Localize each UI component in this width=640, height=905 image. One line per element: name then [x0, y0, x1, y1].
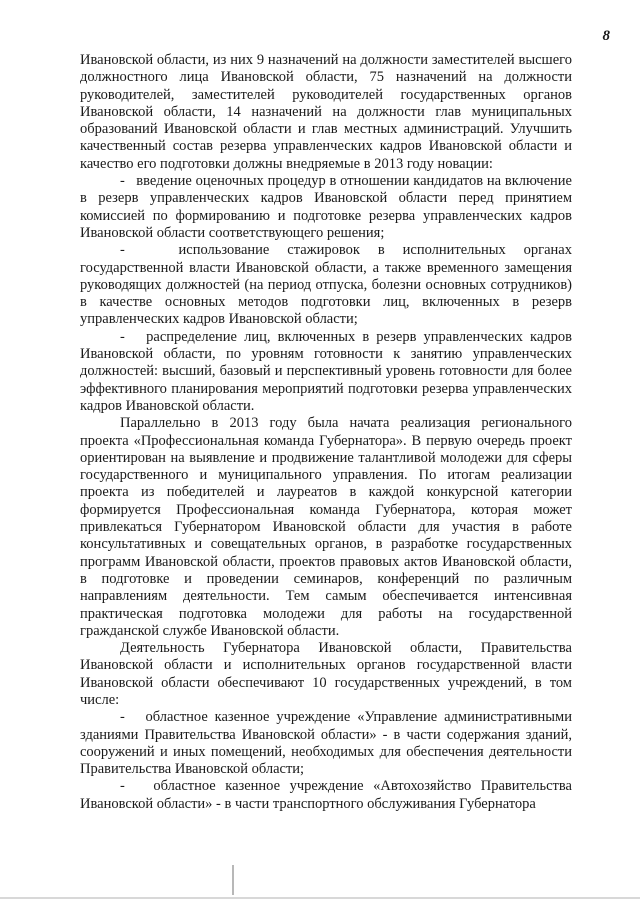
page-bottom-edge [0, 897, 640, 899]
list-item-assessment: - введение оценочных процедур в отношении кандидатов на включение в резерв управленческих кадров Ивановской области перед принятием комиссией по формированию и подготовке резерва управленческих кадров Ивановской области соответствующего решения; [80, 173, 572, 241]
list-item-motor-pool: - областное казенное учреждение «Автохозяйство Правительства Ивановской области» - в части транспортного обслуживания Губернатора [80, 778, 572, 812]
document-body [80, 52, 572, 813]
list-item-readiness-levels: - распределение лиц, включенных в резерв управленческих кадров Ивановской области, по уровням готовности к занятию управленческих должностей: высший, базовый и перспективный уровень готовности для более эффективного планирования мероприятий подготовки резерва управленческих кадров Ивановской области. [80, 328, 572, 414]
paragraph-state-institutions: Деятельность Губернатора Ивановской области, Правительства Ивановской области и исполнительных органов государственной власти Ивановской области обеспечивают 10 государственных учреждений, в том числе: [80, 640, 572, 708]
list-item-internships: - использование стажировок в исполнительных органах государственной власти Ивановской области, а также временного замещения руководящих должностей (на период отпуска, болезни основных сотрудников) в качестве основных методов подготовки лиц, включенных в резерв управленческих кадров Ивановской области; [80, 242, 572, 328]
paragraph-continuation: Ивановской области, из них 9 назначений на должности заместителей высшего должностного лица Ивановской области, 75 назначений на должности руководителей, заместителей руководителей государственных органов Ивановской области, 14 назначений на должности глав муниципальных образований Ивановской области и глав местных администраций. Улучшить качественный состав резерва управленческих кадров Ивановской области и качество его подготовки должны внедряемые в 2013 году новации: [80, 52, 572, 172]
scan-artifact [232, 865, 234, 895]
page-number: 8 [602, 28, 610, 44]
list-item-buildings-management: - областное казенное учреждение «Управление административными зданиями Правительства Ивановской области» - в части содержания зданий, сооружений и иных помещений, необходимых для обеспечения деятельности Правительства Ивановской области; [80, 709, 572, 778]
paragraph-governor-team-project: Параллельно в 2013 году была начата реализация регионального проекта «Профессиональная команда Губернатора». В первую очередь проект ориентирован на выявление и продвижение талантливой молодежи для сферы государственного и муниципального управления. По итогам реализации проекта из победителей и лауреатов в каждой конкурсной категории формируется Профессиональная команда Губернатора, которая может привлекаться Губернатором Ивановской области для участия в работе консультативных и совещательных органов, в разработке государственных программ Ивановской области, проектов правовых актов Ивановской области, в подготовке и проведении семинаров, конференций по различным направлениям деятельности. Тем самым обеспечивается интенсивная практическая подготовка молодежи для работы на государственной гражданской службе Ивановской области. [80, 415, 572, 639]
